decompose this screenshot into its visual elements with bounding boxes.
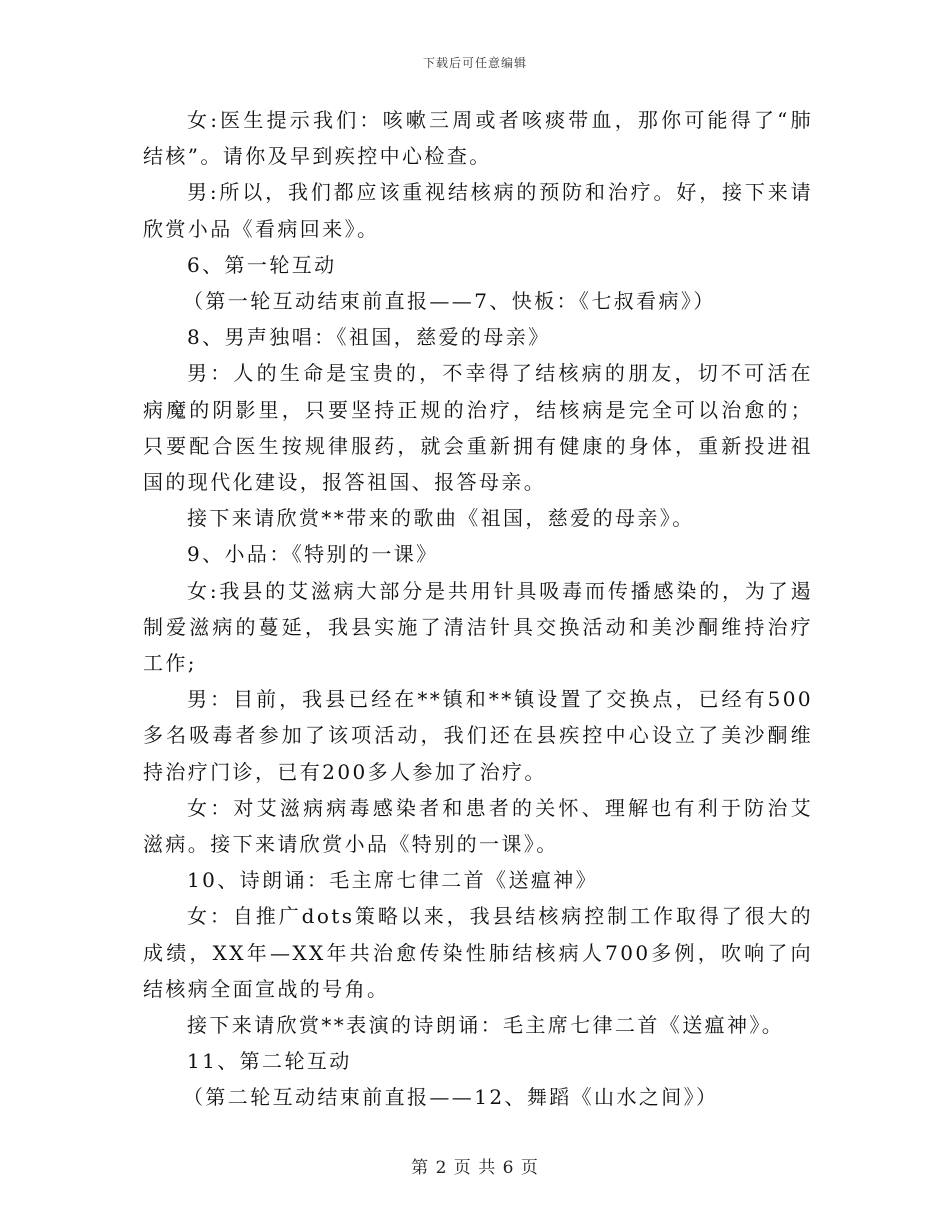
paragraph-poem-intro: 接下来请欣赏**表演的诗朗诵：毛主席七律二首《送瘟神》。 xyxy=(187,1013,785,1038)
item-second-interaction: 11、第二轮互动 xyxy=(187,1049,352,1074)
note-second-interaction: （第二轮互动结束前直报——12、舞蹈《山水之间》） xyxy=(183,1085,719,1110)
note-first-interaction: （第一轮互动结束前直报——7、快板：《七叔看病》） xyxy=(183,289,716,314)
paragraph-female-tb-advice: 女:医生提示我们：咳嗽三周或者咳痰带血，那你可能得了“肺结核”。请你及早到疾控中心检查。 xyxy=(143,108,813,169)
paragraph-song-intro: 接下来请欣赏**带来的歌曲《祖国，慈爱的母亲》。 xyxy=(187,506,695,531)
item-male-solo: 8、男声独唱：《祖国，慈爱的母亲》 xyxy=(187,325,551,350)
paragraph-female-aids: 女:我县的艾滋病大部分是共用针具吸毒而传播感染的，为了遏制爱滋病的蔓延，我县实施了清洁针具交换活动和美沙酮维持治疗工作; xyxy=(143,578,813,676)
page-number-footer: 第 2 页 共 6 页 xyxy=(411,1158,539,1178)
paragraph-male-prevention: 男:所以，我们都应该重视结核病的预防和治疗。好，接下来请欣赏小品《看病回来》。 xyxy=(143,180,813,241)
paragraph-male-exchange-points: 男：目前，我县已经在**镇和**镇设置了交换点，已经有500多名吸毒者参加了该项活动，我们还在县疾控中心设立了美沙酮维持治疗门诊，已有200多人参加了治疗。 xyxy=(143,687,813,784)
page-header: 下载后可任意编辑 xyxy=(422,56,527,70)
item-sketch-special-lesson: 9、小品：《特别的一课》 xyxy=(187,542,439,567)
paragraph-male-life-precious: 男：人的生命是宝贵的，不幸得了结核病的朋友，切不可活在病魔的阴影里，只要坚持正规的治疗，结核病是完全可以治愈的；只要配合医生按规律服药，就会重新拥有健康的身体，重新投进祖国的现代化建设，报答祖国、报答母亲。 xyxy=(143,361,813,495)
paragraph-female-care: 女：对艾滋病病毒感染者和患者的关怀、理解也有利于防治艾滋病。接下来请欣赏小品《特别的一课》。 xyxy=(143,795,813,857)
item-first-interaction: 6、第一轮互动 xyxy=(187,252,337,277)
document-body xyxy=(143,102,813,1116)
paragraph-female-dots: 女：自推广dots策略以来，我县结核病控制工作取得了很大的成绩，XX年—XX年共治愈传染性肺结核病人700多例，吹响了向结核病全面宣战的号角。 xyxy=(143,904,813,1001)
item-poem-recital: 10、诗朗诵：毛主席七律二首《送瘟神》 xyxy=(187,868,599,893)
